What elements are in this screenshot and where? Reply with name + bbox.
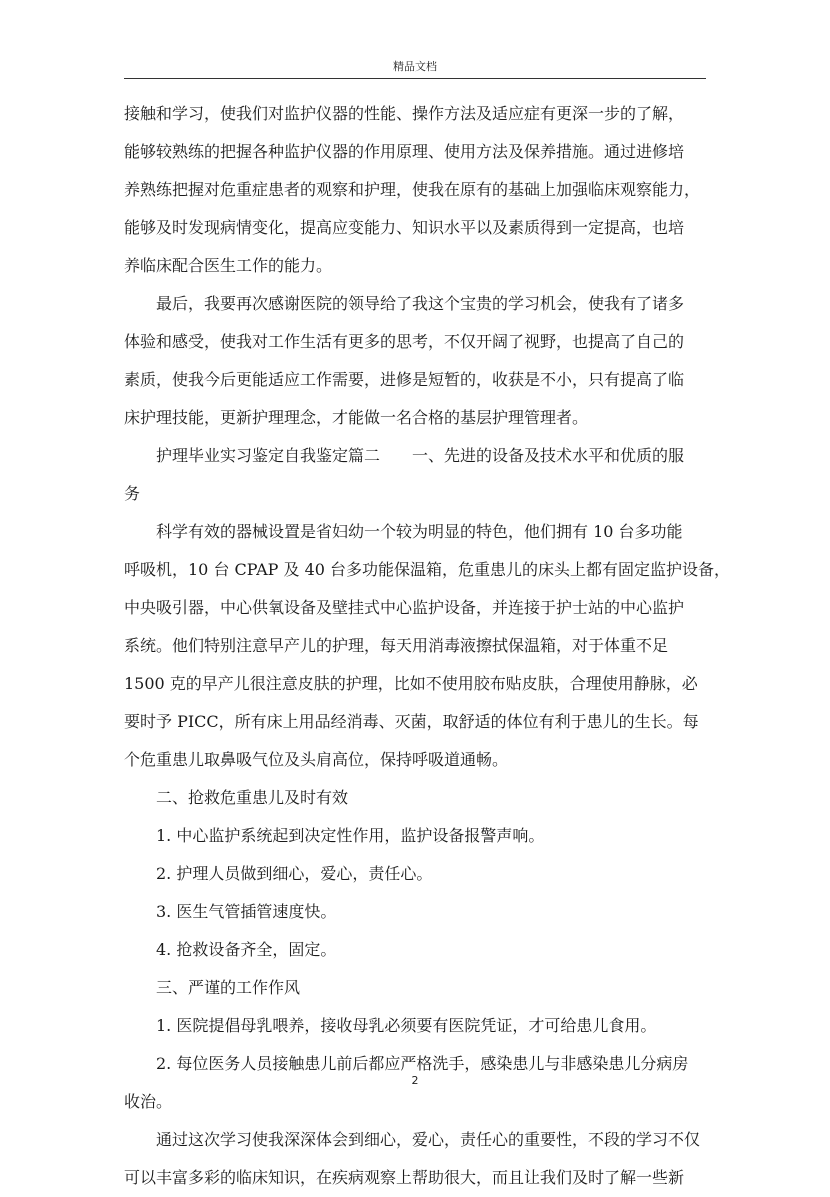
text-line: 床护理技能，更新护理理念，才能做一名合格的基层护理管理者。 [124,408,589,427]
text-line: 务 [124,484,141,503]
text-line: 接触和学习，使我们对监护仪器的性能、操作方法及适应症有更深一步的了解， [124,104,685,123]
text-line: 养临床配合医生工作的能力。 [124,256,333,275]
list-item: 3. 医生气管插管速度快。 [156,902,337,921]
list-item: 2. 每位医务人员接触患儿前后都应严格洗手，感染患儿与非感染患儿分病房 [156,1054,689,1073]
text-line: 1500 克的早产儿很注意皮肤的护理，比如不使用胶布贴皮肤，合理使用静脉，必 [124,674,698,693]
section-heading: 二、抢救危重患儿及时有效 [156,788,349,807]
text-line: 通过这次学习使我深深体会到细心，爱心，责任心的重要性，不段的学习不仅 [156,1130,701,1149]
section-heading: 三、严谨的工作作风 [156,978,301,997]
list-item: 1. 医院提倡母乳喂养，接收母乳必须要有医院凭证，才可给患儿食用。 [156,1016,657,1035]
text-line: 科学有效的器械设置是省妇幼一个较为明显的特色，他们拥有 10 台多功能 [156,522,683,541]
text-line: 能够及时发现病情变化，提高应变能力、知识水平以及素质得到一定提高，也培 [124,218,685,237]
text-line: 个危重患儿取鼻吸气位及头肩高位，保持呼吸道通畅。 [124,750,509,769]
text-line: 素质，使我今后更能适应工作需要，进修是短暂的，收获是不小，只有提高了临 [124,370,685,389]
list-item: 4. 抢救设备齐全，固定。 [156,940,337,959]
header-divider [124,78,706,79]
page-number: 2 [411,1074,419,1087]
section-heading-line: 护理毕业实习鉴定自我鉴定篇二 一、先进的设备及技术水平和优质的服 [156,446,685,465]
text-line: 收治。 [124,1092,173,1111]
text-line: 可以丰富多彩的临床知识，在疾病观察上帮助很大，而且让我们及时了解一些新 [124,1168,685,1187]
text-line: 养熟练把握对危重症患者的观察和护理，使我在原有的基础上加强临床观察能力， [124,180,701,199]
document-body [124,95,731,1197]
text-line: 系统。他们特别注意早产儿的护理，每天用消毒液擦拭保温箱，对于体重不足 [124,636,669,655]
page-header: 精品文档 [393,60,437,73]
text-line: 要时予 PICC，所有床上用品经消毒、灭菌，取舒适的体位有利于患儿的生长。每 [124,712,699,731]
list-item: 1. 中心监护系统起到决定性作用，监护设备报警声响。 [156,826,545,845]
text-line: 呼吸机，10 台 CPAP 及 40 台多功能保温箱，危重患儿的床头上都有固定监护设备， [124,560,731,579]
text-line: 最后，我要再次感谢医院的领导给了我这个宝贵的学习机会，使我有了诸多 [156,294,685,313]
text-line: 能够较熟练的把握各种监护仪器的作用原理、使用方法及保养措施。通过进修培 [124,142,685,161]
text-line: 中央吸引器，中心供氧设备及壁挂式中心监护设备，并连接于护士站的中心监护 [124,598,685,617]
list-item: 2. 护理人员做到细心，爱心，责任心。 [156,864,433,883]
text-line: 体验和感受，使我对工作生活有更多的思考，不仅开阔了视野，也提高了自己的 [124,332,685,351]
